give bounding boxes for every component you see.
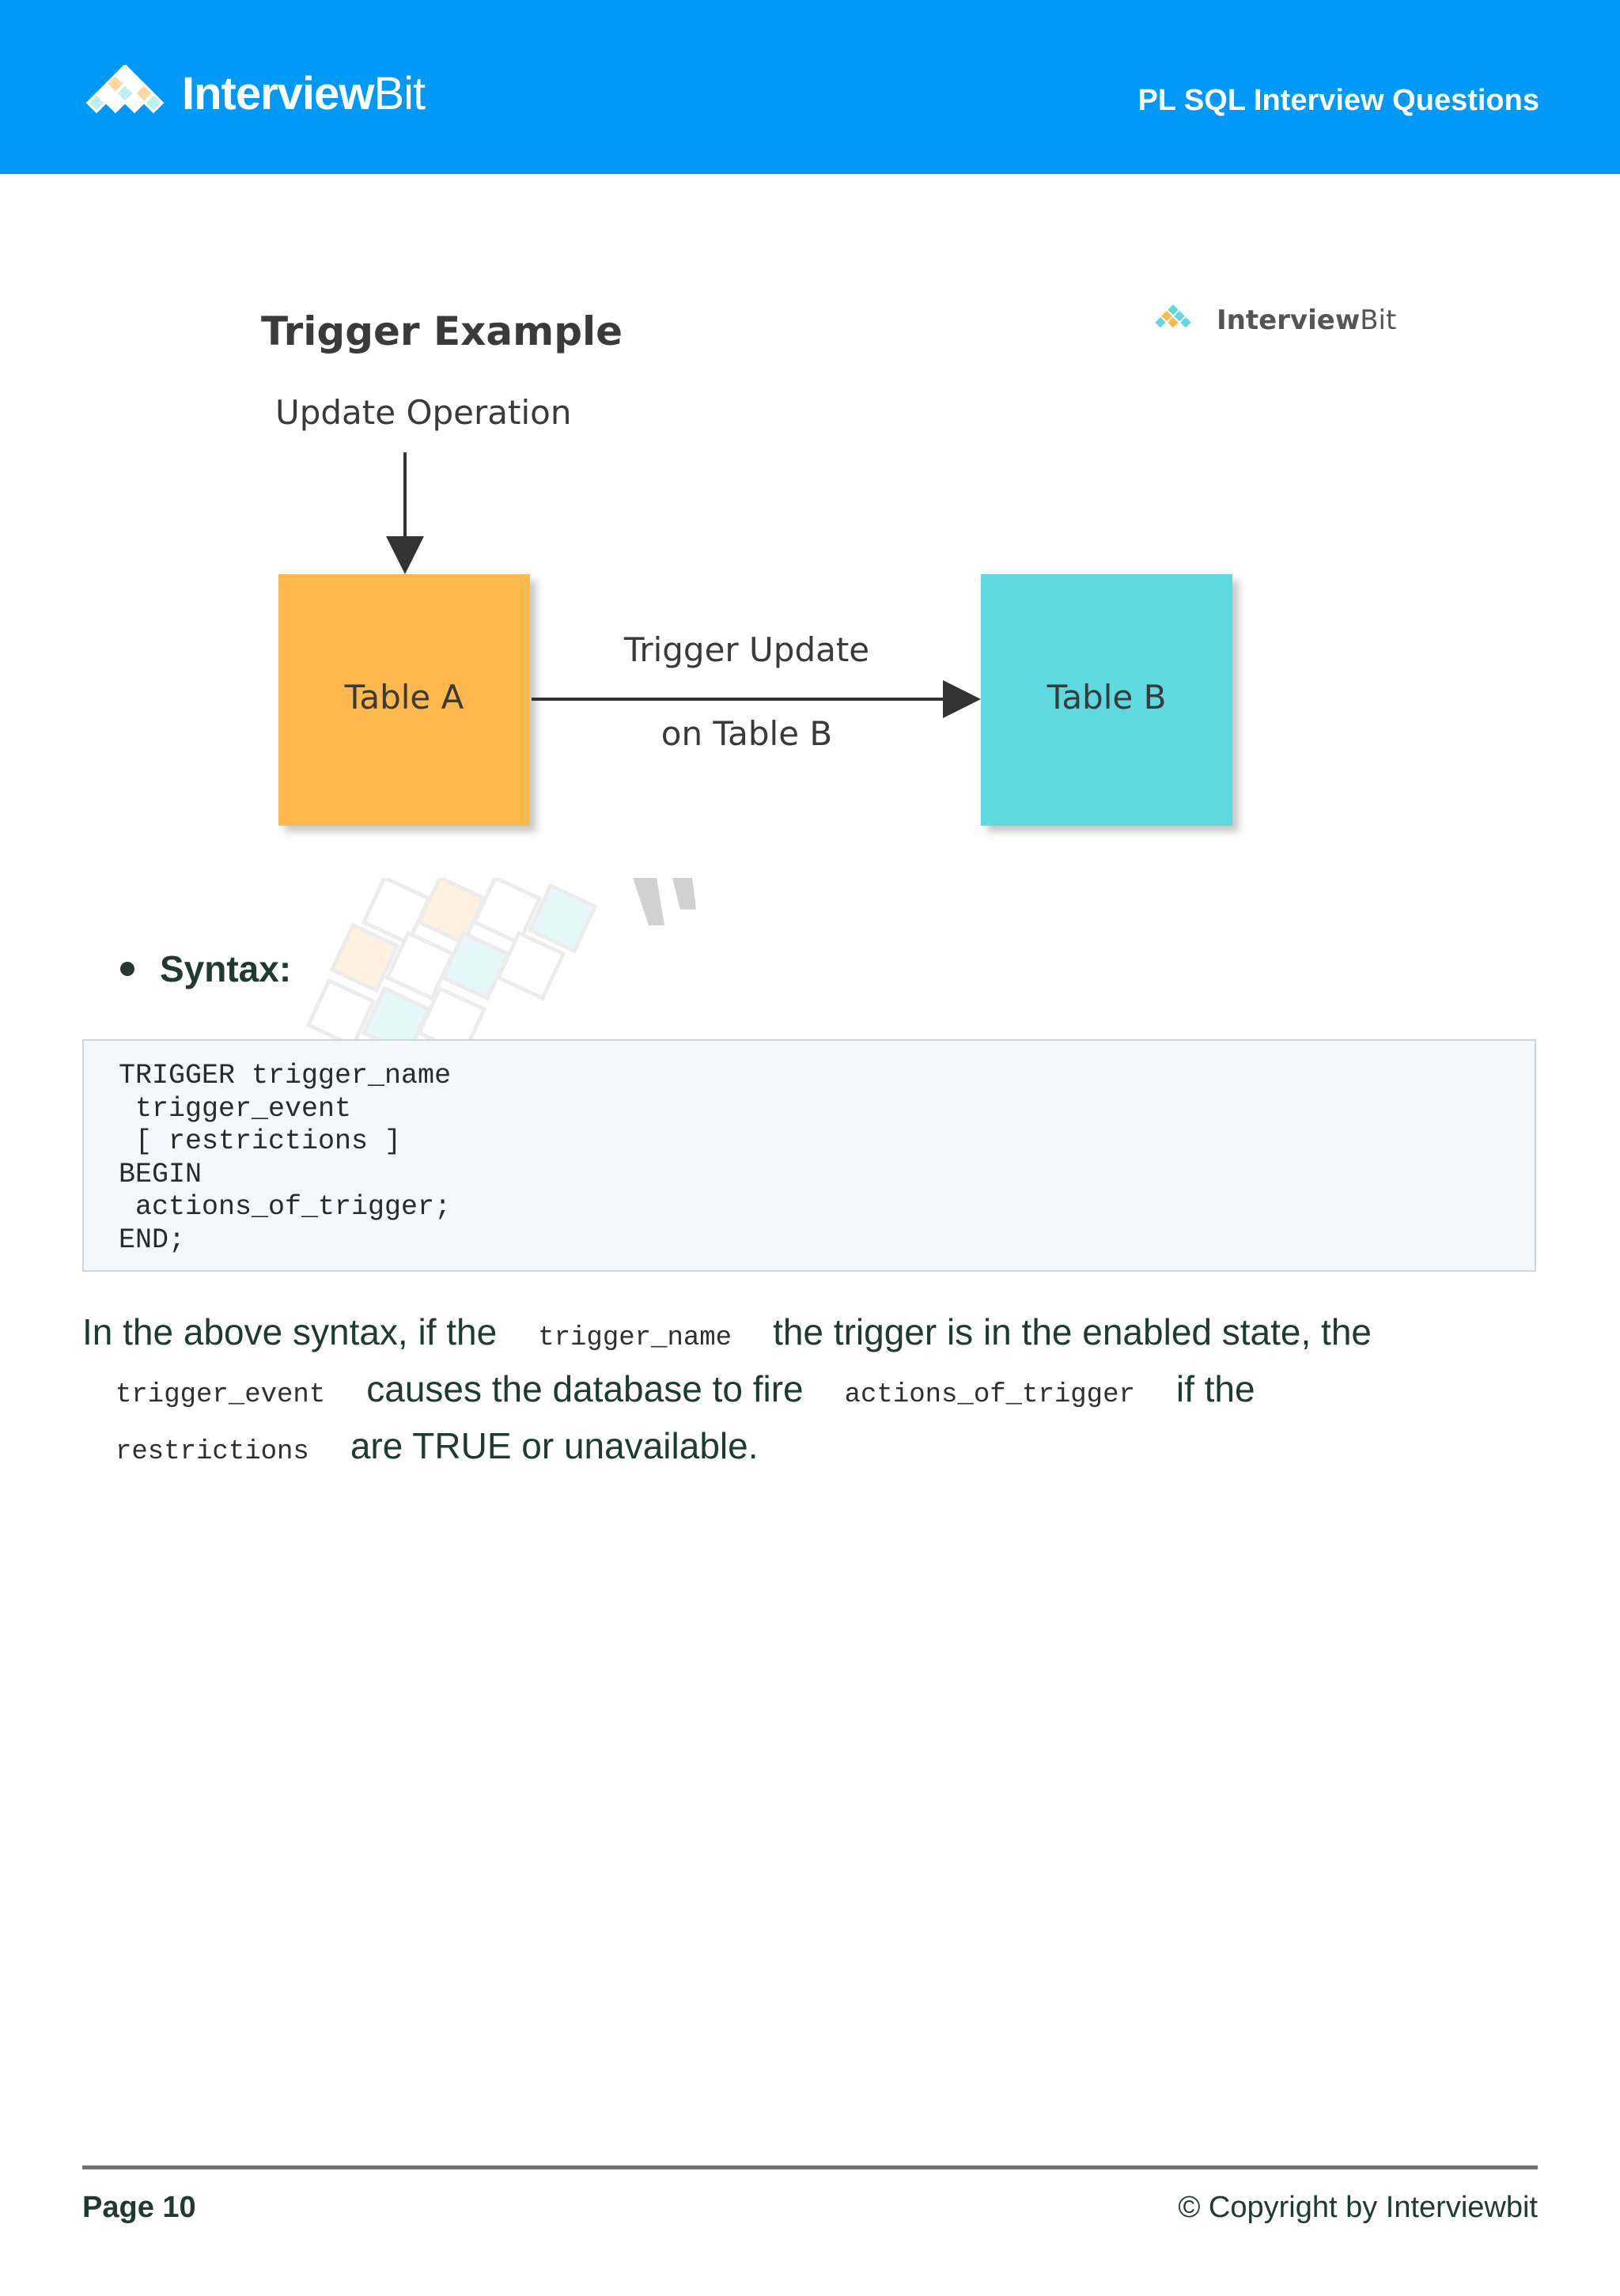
code-block — [82, 1039, 1536, 1272]
right-arrow-head — [943, 680, 981, 718]
document-title: PL SQL Interview Questions — [1137, 84, 1539, 117]
brand-logo — [82, 65, 425, 122]
code-line: END; — [119, 1224, 186, 1256]
code-line: actions_of_trigger; — [119, 1191, 452, 1223]
interviewbit-logo-icon — [82, 65, 171, 122]
code-content — [119, 1060, 451, 1257]
footer-divider — [82, 2166, 1538, 2169]
code-line: TRIGGER trigger_name — [119, 1060, 452, 1091]
inline-code: trigger_event — [115, 1380, 326, 1410]
inline-code: trigger_name — [538, 1323, 732, 1353]
copyright-text: © Copyright by Interviewbit — [1178, 2191, 1538, 2224]
svg-text:InterviewBit: InterviewBit — [1217, 304, 1397, 336]
code-line: [ restrictions ] — [119, 1125, 402, 1157]
trigger-example-figure — [0, 174, 1620, 886]
bullet-dot-icon — [120, 962, 134, 976]
arrow-label-top: Trigger Update — [623, 630, 870, 669]
inline-code: actions_of_trigger — [844, 1380, 1135, 1410]
page-number: Page 10 — [82, 2191, 196, 2224]
arrow-label-bottom: on Table B — [660, 714, 833, 753]
para-text: if the — [1175, 1368, 1255, 1409]
para-text: causes the database to fire — [366, 1368, 804, 1409]
para-text: are TRUE or unavailable. — [350, 1425, 759, 1466]
watermark-logo — [301, 878, 775, 1052]
para-text: the trigger is in the enabled state, the — [773, 1311, 1372, 1352]
table-a-label: Table A — [344, 678, 464, 717]
page-header — [0, 0, 1620, 174]
code-line: trigger_event — [119, 1092, 352, 1125]
figure-logo-icon — [1154, 304, 1192, 329]
table-b-label: Table B — [1047, 678, 1167, 717]
syntax-heading: Syntax: — [160, 948, 292, 989]
brand-name: InterviewBit — [182, 67, 426, 119]
figure-logo — [1154, 304, 1396, 336]
trigger-diagram — [0, 174, 1620, 886]
watermark-grid-icon — [301, 878, 775, 1052]
inline-code: restrictions — [115, 1437, 309, 1467]
explanation-paragraph — [82, 1307, 1538, 1477]
syntax-bullet — [120, 948, 291, 990]
operation-label: Update Operation — [275, 393, 572, 432]
code-line: BEGIN — [119, 1158, 202, 1190]
down-arrow-head — [386, 536, 424, 574]
diagram-title: Trigger Example — [261, 308, 623, 354]
para-text: In the above syntax, if the — [82, 1311, 498, 1352]
